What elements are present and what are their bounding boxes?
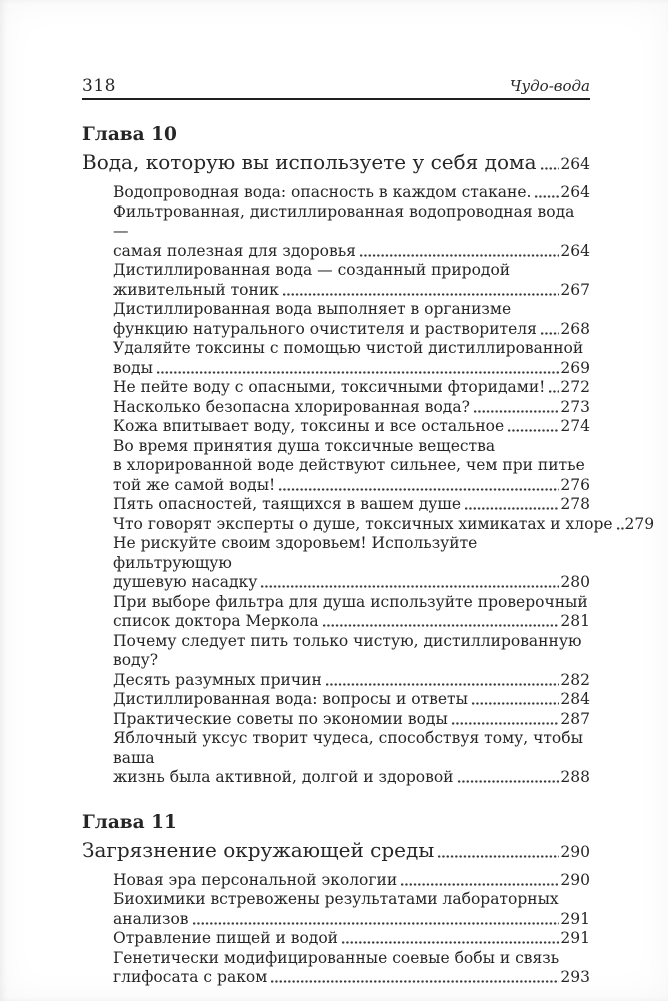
toc-entry-line: Почему следует пить только чистую, дистиллированную воду?	[113, 631, 582, 669]
chapter-title-row	[82, 149, 590, 177]
toc-entry-row	[113, 671, 590, 691]
dot-leader	[278, 488, 559, 491]
chapter-heading: Глава 10	[82, 124, 177, 145]
toc-page-number: 291	[560, 929, 590, 947]
toc-page-number: 290	[560, 870, 590, 889]
dot-leader	[473, 410, 560, 413]
toc-row-text: Десять разумных причин	[113, 670, 322, 689]
toc-entry-row	[113, 183, 590, 203]
toc-entry-line: Во время принятия душа токсичные вещества	[113, 436, 496, 455]
dot-leader	[437, 855, 559, 858]
toc-row-text: Водопроводная вода: опасность в каждом стакане.	[113, 183, 532, 201]
toc-page-number: 291	[560, 909, 590, 928]
header-rule	[82, 98, 590, 100]
toc-row-text: список доктора Меркола	[113, 612, 319, 630]
toc-page-number: 272	[560, 378, 590, 396]
toc-page-number: 264	[560, 183, 590, 201]
toc-entry-line: Не рискуйте своим здоровьем! Используйте фильтрующую	[113, 534, 478, 572]
dot-leader	[534, 195, 559, 198]
toc-entry-row	[113, 690, 590, 710]
toc-row-text: функцию натурального очистителя и растворителя	[113, 319, 537, 338]
toc-entry-row	[113, 398, 590, 418]
running-title: Чудо-вода	[509, 77, 590, 95]
dot-leader	[341, 941, 559, 944]
toc-page-number: 288	[560, 768, 590, 786]
dot-leader	[400, 883, 559, 886]
chapter-entries	[82, 183, 655, 788]
toc-page-number: 290	[560, 842, 590, 861]
toc-page-number: 276	[560, 475, 590, 494]
dot-leader	[325, 683, 560, 686]
dot-leader	[471, 702, 559, 705]
toc-row-text: душевую насадку	[113, 573, 258, 591]
toc-row-text: Пять опасностей, таящихся в вашем душе	[113, 495, 461, 513]
toc-page-number: 264	[560, 155, 590, 173]
dot-leader	[540, 167, 560, 170]
toc-entry-row	[113, 612, 590, 632]
page-number: 318	[82, 76, 116, 96]
toc-page-number: 278	[560, 495, 590, 513]
dot-leader	[359, 254, 559, 257]
toc-entry-row	[113, 417, 590, 437]
dot-leader	[192, 922, 560, 925]
chapter-section-0	[82, 124, 655, 788]
toc-row-text: живительный тоник	[113, 280, 279, 299]
toc-row-text: Отравление пищей и водой	[113, 929, 338, 947]
table-of-contents	[82, 124, 655, 988]
toc-row-text: Что говорят эксперты о душе, токсичных химикатах и хлоре	[113, 514, 613, 533]
toc-page-number: 281	[560, 612, 590, 630]
dot-leader	[616, 527, 624, 530]
dot-leader	[451, 722, 560, 725]
toc-entry-line: Генетически модифицированные соевые бобы и связь	[113, 948, 560, 967]
toc-entry-line: Дистиллированная вода — созданный природой	[113, 261, 511, 279]
toc-entry-row	[113, 910, 590, 930]
chapter-heading: Глава 11	[82, 811, 177, 833]
toc-page-number: 268	[560, 319, 590, 338]
toc-entry-row	[113, 359, 590, 379]
dot-leader	[282, 293, 560, 296]
toc-row-text: Вода, которую вы используете у себя дома	[82, 150, 537, 174]
toc-page-number: 279	[624, 514, 655, 533]
toc-entry-row	[113, 929, 590, 949]
toc-page-number: 273	[560, 397, 590, 416]
toc-row-text: Практические советы по экономии воды	[113, 709, 448, 728]
dot-leader	[322, 624, 560, 627]
toc-row-text: Не пейте воду с опасными, токсичными фторидами!	[113, 378, 546, 396]
dot-leader	[540, 332, 560, 335]
toc-row-text: Кожа впитывает воду, токсины и все остальное	[113, 417, 505, 435]
toc-row-text: той же самой воды!	[113, 475, 276, 494]
toc-entry-row	[113, 476, 590, 496]
toc-row-text: Насколько безопасна хлорированная вода?	[113, 397, 470, 416]
toc-entry-row	[113, 968, 590, 988]
toc-entry-row	[113, 871, 590, 891]
toc-entry-row	[113, 281, 590, 301]
dot-leader	[156, 371, 559, 374]
toc-entry-line: Дистиллированная вода выполняет в организме	[113, 300, 512, 318]
toc-entry-line: Фильтрованная, дистиллированная водопроводная вода —	[113, 202, 575, 240]
toc-entry-line: Удаляйте токсины с помощью чистой дистиллированной	[113, 339, 584, 357]
toc-entry-row	[113, 320, 590, 340]
toc-entry-line: Яблочный уксус творит чудеса, способствуя тому, чтобы ваша	[113, 729, 583, 767]
chapter-section-1	[82, 812, 590, 988]
toc-page-number: 293	[560, 968, 590, 986]
dot-leader	[457, 780, 560, 783]
toc-page-number: 267	[560, 280, 590, 299]
toc-entry-row	[113, 573, 590, 593]
toc-entry-line: в хлорированной воде действуют сильнее, чем при питье	[113, 456, 585, 474]
dot-leader	[464, 507, 559, 510]
dot-leader	[260, 585, 559, 588]
toc-page-number: 284	[560, 690, 590, 708]
toc-page-number: 269	[560, 358, 590, 377]
toc-row-text: жизнь была активной, долгой и здоровой	[113, 768, 454, 786]
toc-row-text: Загрязнение окружающей среды	[82, 837, 435, 862]
toc-entry-row	[113, 495, 590, 515]
toc-entry-line: При выборе фильтра для душа используйте проверочный	[113, 592, 588, 611]
toc-entry-row	[113, 710, 590, 730]
dot-leader	[270, 980, 559, 983]
toc-page-number: 264	[560, 241, 590, 260]
toc-row-text: анализов	[113, 909, 189, 928]
toc-entry-row	[113, 514, 655, 535]
toc-page-number: 280	[560, 573, 590, 591]
toc-row-text: глифосата с раком	[113, 968, 268, 986]
toc-row-text: самая полезная для здоровья	[113, 241, 356, 260]
toc-row-text: Новая эра персональной экологии	[113, 870, 398, 889]
toc-page-number: 282	[560, 670, 590, 689]
dot-leader	[507, 429, 559, 432]
chapter-entries	[82, 871, 590, 988]
toc-page-number: 287	[560, 709, 590, 728]
toc-entry-row	[113, 378, 590, 398]
toc-page-number: 274	[560, 417, 590, 435]
toc-row-text: Дистиллированная вода: вопросы и ответы	[113, 690, 468, 708]
running-header	[82, 77, 590, 98]
toc-entry-row	[113, 242, 590, 262]
chapter-title-row	[82, 837, 590, 865]
toc-entry-line: Биохимики встревожены результатами лабораторных	[113, 890, 559, 908]
toc-row-text: воды	[113, 358, 153, 377]
page-content	[82, 0, 655, 988]
toc-entry-row	[113, 768, 590, 788]
dot-leader	[548, 390, 559, 393]
